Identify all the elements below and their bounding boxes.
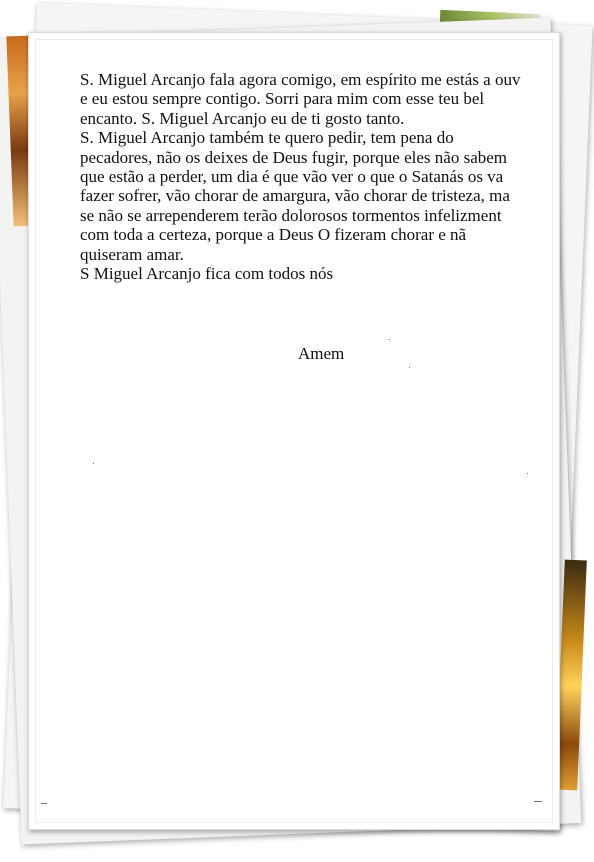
body-line-10: quiseram amar. [80,244,184,264]
body-line-7: fazer sofrer, vão chorar de amargura, vão chorar de tristeza, ma [80,186,510,206]
document-body [80,70,560,283]
scan-speck [41,803,47,804]
body-line-4: S. Miguel Arcanjo também te quero pedir, tem pena do [80,128,454,148]
body-line-2: e eu estou sempre contigo. Sorri para mim com esse teu bel [80,89,485,109]
scan-speck [389,339,390,340]
body-line-6: que estão a perder, um dia é que vão ver o que o Satanás os va [80,167,504,187]
scan-speck [93,463,94,464]
body-line-3: encanto. S. Miguel Arcanjo eu de ti gosto tanto. [80,108,405,128]
body-line-5: pecadores, não os deixes de Deus fugir, porque eles não sabem [80,147,508,167]
scan-speck [527,473,528,474]
body-line-8: se não se arrependerem terão dolorosos tormentos infelizment [80,205,502,225]
body-line-1: S. Miguel Arcanjo fala agora comigo, em espírito me estás a ouv [80,70,521,89]
scan-speck [534,801,542,802]
closing-amem: Amem [298,344,345,363]
body-line-11: S Miguel Arcanjo fica com todos nós [80,264,334,284]
scan-speck [409,367,410,368]
document-page [28,32,560,830]
body-line-9: com toda a certeza, porque a Deus O fizeram chorar e nã [80,225,467,245]
